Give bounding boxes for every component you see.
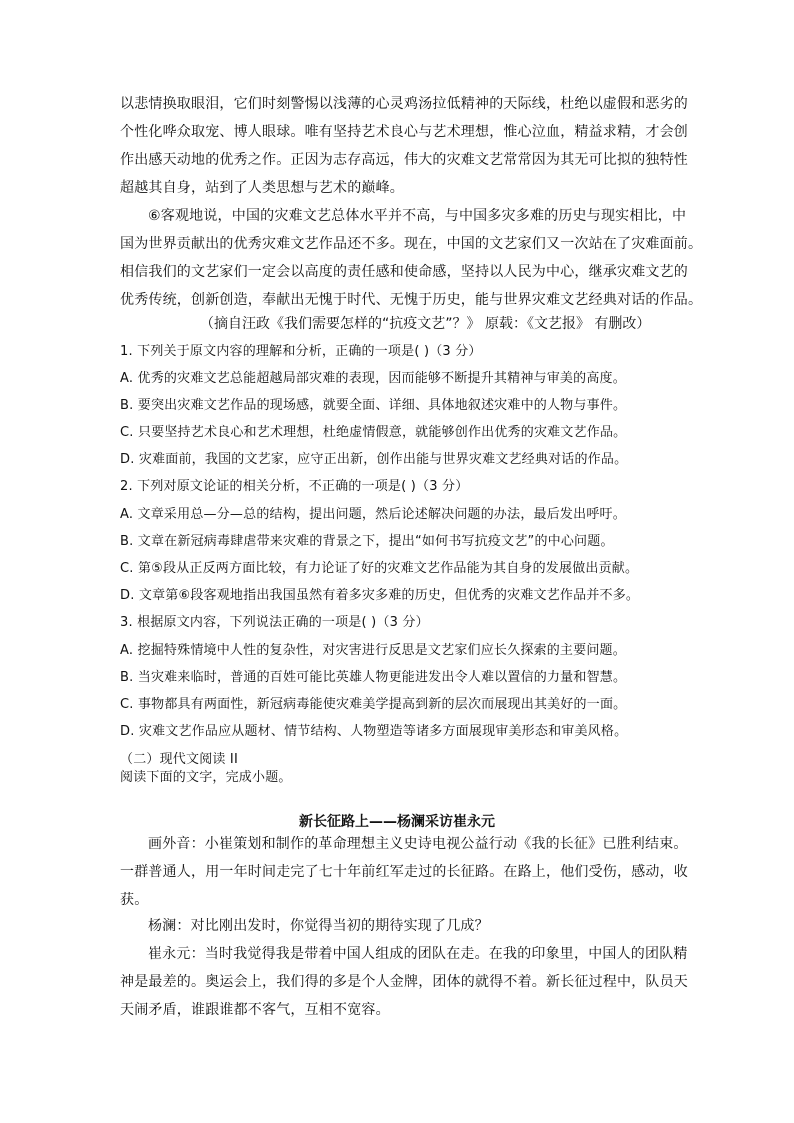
question-2-option-d: D. 文章第⑥段客观地指出我国虽然有着多灾多难的历史，但优秀的灾难文艺作品并不多。 bbox=[120, 588, 640, 603]
article-title: 新长征路上——杨澜采访崔永元 bbox=[299, 814, 495, 830]
question-3-stem: 3. 根据原文内容，下列说法正确的一项是( )（3 分） bbox=[120, 615, 429, 630]
paragraph-line: 作出感天动地的优秀之作。正因为志存高远，伟大的灾难文艺常常因为其无可比拟的独特性 bbox=[120, 152, 688, 168]
interview-question: 杨澜：对比刚出发时，你觉得当初的期待实现了几成？ bbox=[148, 918, 489, 934]
paragraph-line: 超越其自身，站到了人类思想与艺术的巅峰。 bbox=[120, 180, 404, 196]
intro-line: 获。 bbox=[120, 892, 149, 908]
source-citation: （摘自汪政《我们需要怎样的“抗疫文艺”？》 原载：《文艺报》 有删改） bbox=[200, 316, 651, 332]
question-1-option-a: A. 优秀的灾难文艺总能超越局部灾难的表现，因而能够不断提升其精神与审美的高度。 bbox=[120, 371, 626, 386]
question-1-option-b: B. 要突出灾难文艺作品的现场感，就要全面、详细、具体地叙述灾难中的人物与事件。 bbox=[120, 398, 627, 413]
question-2-option-c: C. 第⑤段从正反两方面比较，有力论证了好的灾难文艺作品能为其自身的发展做出贡献。 bbox=[120, 561, 639, 576]
paragraph-6-line: ⑥客观地说，中国的灾难文艺总体水平并不高，与中国多灾多难的历史与现实相比，中 bbox=[148, 208, 687, 224]
question-2-stem: 2. 下列对原文论证的相关分析，不正确的一项是( )（3 分） bbox=[120, 479, 469, 494]
paragraph-6-line: 国为世界贡献出的优秀灾难文艺作品还不多。现在，中国的文艺家们又一次站在了灾难面前。 bbox=[120, 236, 703, 252]
question-2-option-a: A. 文章采用总—分—总的结构，提出问题，然后论述解决问题的办法，最后发出呼吁。 bbox=[120, 507, 626, 522]
interview-answer-line: 崔永元：当时我觉得我是带着中国人组成的团队在走。在我的印象里，中国人的团队精 bbox=[148, 946, 688, 962]
question-1-option-c: C. 只要坚持艺术良心和艺术理想，杜绝虚情假意，就能够创作出优秀的灾难文艺作品。 bbox=[120, 425, 627, 440]
question-1-option-d: D. 灾难面前，我国的文艺家，应守正出新，创作出能与世界灾难文艺经典对话的作品。 bbox=[120, 452, 628, 467]
paragraph-line: 个性化哗众取宠、博人眼球。唯有坚持艺术良心与艺术理想，惟心泣血，精益求精，才会创 bbox=[120, 124, 688, 140]
interview-answer-line: 神是最差的。奥运会上，我们得的多是个人金牌，团体的就得不着。新长征过程中，队员天 bbox=[120, 974, 688, 990]
paragraph-6-line: 优秀传统，创新创造，奉献出无愧于时代、无愧于历史，能与世界灾难文艺经典对话的作品。 bbox=[120, 292, 703, 308]
paragraph-line: 以悲情换取眼泪，它们时刻警惕以浅薄的心灵鸡汤拉低精神的天际线，杜绝以虚假和恶劣的 bbox=[120, 96, 688, 112]
intro-line: 一群普通人，用一年时间走完了七十年前红军走过的长征路。在路上，他们受伤，感动，收 bbox=[120, 864, 688, 880]
section-instruction: 阅读下面的文字，完成小题。 bbox=[120, 770, 292, 785]
question-2-option-b: B. 文章在新冠病毒肆虐带来灾难的背景之下，提出“如何书写抗疫文艺”的中心问题。 bbox=[120, 534, 614, 549]
question-3-option-a: A. 挖掘特殊情境中人性的复杂性，对灾害进行反思是文艺家们应长久探索的主要问题。 bbox=[120, 643, 626, 658]
intro-line: 画外音：小崔策划和制作的革命理想主义史诗电视公益行动《我的长征》已胜利结束。 bbox=[148, 836, 688, 852]
paragraph-6-line: 相信我们的文艺家们一定会以高度的责任感和使命感，坚持以人民为中心，继承灾难文艺的 bbox=[120, 264, 688, 280]
question-1-stem: 1. 下列关于原文内容的理解和分析，正确的一项是( )（3 分） bbox=[120, 344, 482, 359]
interview-answer-line: 天闹矛盾，谁跟谁都不客气，互相不宽容。 bbox=[120, 1002, 390, 1018]
question-3-option-d: D. 灾难文艺作品应从题材、情节结构、人物塑造等诸多方面展现审美形态和审美风格。 bbox=[120, 724, 628, 739]
section-heading: （二）现代文阅读 II bbox=[120, 752, 239, 767]
question-3-option-c: C. 事物都具有两面性，新冠病毒能使灾难美学提高到新的层次而展现出其美好的一面。 bbox=[120, 697, 627, 712]
question-3-option-b: B. 当灾难来临时，普通的百姓可能比英雄人物更能进发出令人难以置信的力量和智慧。 bbox=[120, 670, 627, 685]
